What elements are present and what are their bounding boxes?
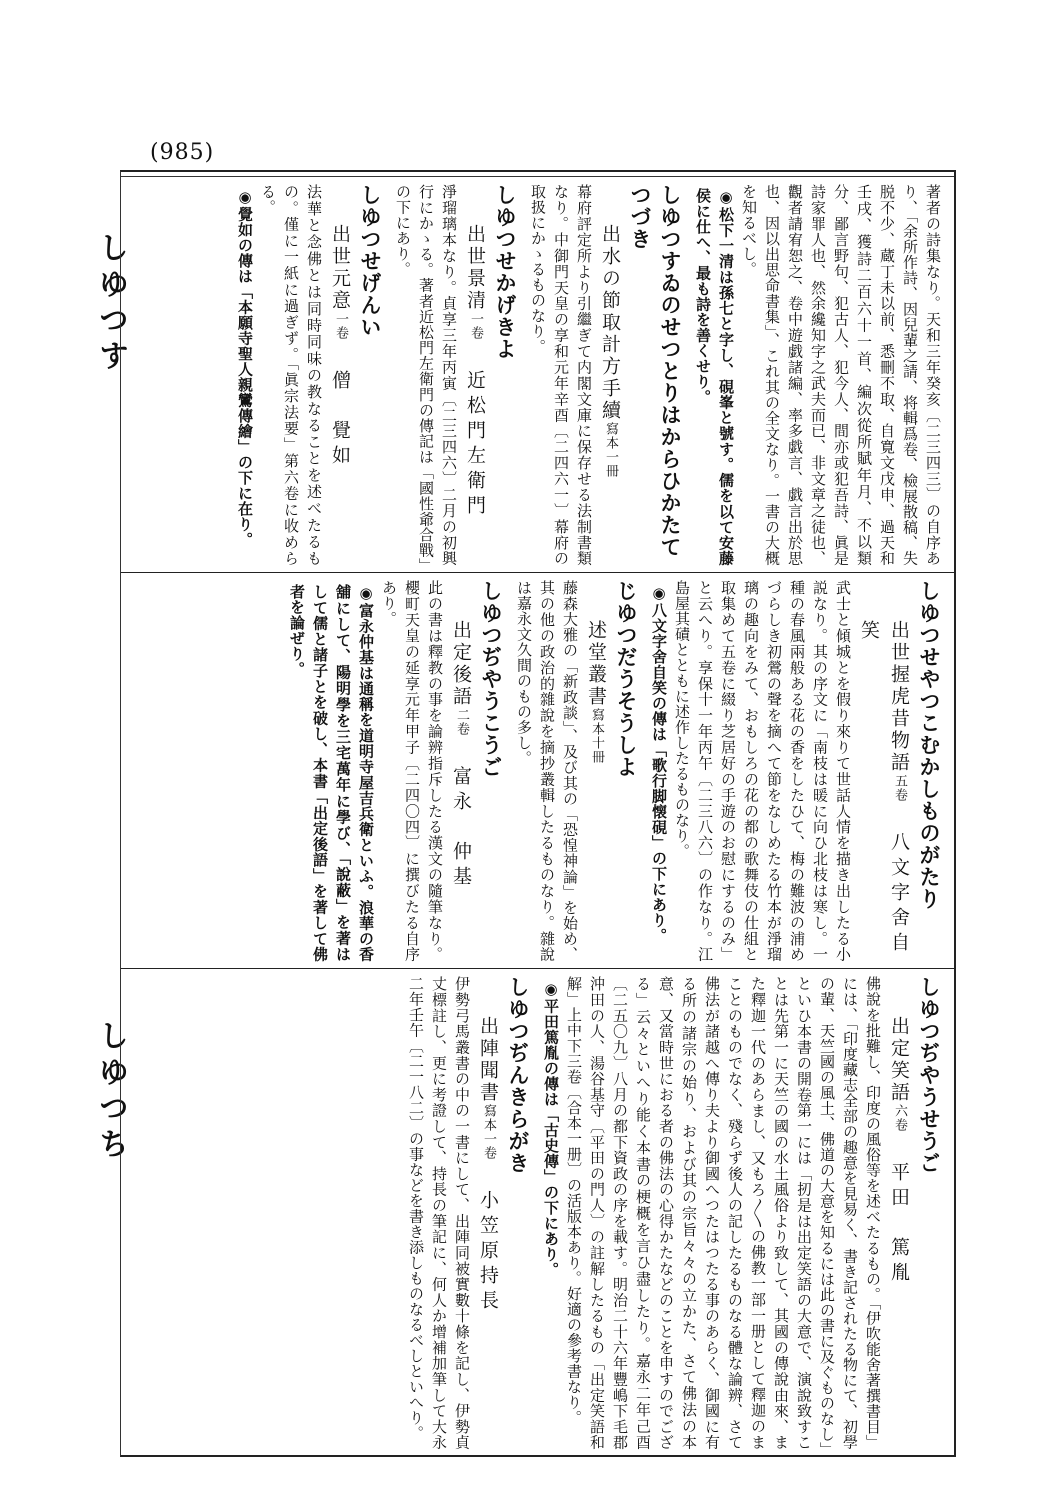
entry-title: 出世景清: [464, 224, 486, 312]
entry-shutsujo-shogo: [539, 976, 944, 1450]
entry-title: 出定後語: [450, 620, 472, 708]
entry-title: 出陣聞書: [477, 1016, 499, 1104]
running-head-top: しゆつす: [93, 232, 128, 376]
entry-title-line: [854, 580, 914, 962]
section-divider: [121, 968, 954, 969]
page-frame: [120, 170, 956, 1457]
entry-shusse-yakko: [647, 580, 944, 962]
entry-body: 著者の詩集なり。天和三年癸亥〔二三四三〕の自序あり、「余所作詩、因兒輩之請、将輯爲卷、檢展散稿、失脱不少、蔵丁未以前、悉刪不取、自寛文戊申、過天和壬戌、獲詩二百六十一首、編次從所賦年月、不以類分、鄙言野句、犯古人、犯今人、間亦或犯吾詩、眞是詩家罪人也、然余纔知字之武夫而已、非文章之徒也、觀者請宥恕之、卷中遊戯諸編、率多戯言、戯言出於思也、因以出思命書集」、これ其の全文なり。一書の大概を知るべし。: [740, 184, 942, 566]
entry-jutsudo-sosho: [512, 580, 641, 962]
entry-body: 法華と念佛とは同時同味の教なることを述べたるもの。僅に一紙に過ぎず。「眞宗法要」第六卷に收めらる。: [259, 184, 323, 566]
entry-body: 佛說を批難し、印度の風俗等を述べたるもの。「伊吹能舍著撰書目」には、「印度藏志全部の趣意を見易く、書き記されたる物にて、初學の輩、天竺國の風土、佛道の大意を知るには此の書に及ぐものなし」といひ本書の開卷第一には「扨是は出定笑語の大意で、演說致すことは先第一に天竺の國の水土風俗より致して、其國の傳說由來、また釋迦一代のあらまし、又もろ〳〵の佛教一部一册として釋迦のまことのものでなく、殘らず後人の記したるものなる體な論辨、さて佛法が諸越へ傳り夫より御國へつたはつたる事のあらく、御國に有る所の諸宗の始り、および其の宗旨々々の立かた、さて佛法の本意、又當時世におる者の佛法の心得かたなどのことを申すのでござる」云々といへり能く本書の梗概を言ひ盡したり。嘉永二年己酉〔二五〇九〕八月の都下資政の序を載す。明治二十六年豐嶋下毛郡沖田の人、湯谷基守〔平田の門人〕の註解したるもの「出定笑語和解」上中下三卷〔合本一册〕の活版本あり。好適の參考書なり。: [565, 976, 882, 1450]
entry-title: 出世元意: [329, 224, 351, 312]
entry-title-line: [884, 976, 914, 1450]
entry-headword: しゆつぢやうせうご: [917, 976, 941, 1174]
entry-body: 幕府評定所より引繼ぎて内閣文庫に保存せる法制書類なり。中御門天皇の享和元年辛酉〔二四六一〕幕府の取扱にかゝるものなり。: [529, 184, 593, 566]
entry-body: 淨瑠璃本なり。貞享三年丙寅〔二三四六〕二月の初興行にかゝる。著者近松門左衛門の傳記は「國性爺合戰」の下にあり。: [394, 184, 458, 566]
section-bottom: [129, 976, 944, 1450]
entry-headword: しゆつぢやうこうご: [479, 580, 503, 778]
entry-headword: じゆつだうそうしよ: [614, 580, 638, 778]
entry-author: 僧 覺如: [329, 370, 351, 470]
entry-body: 藤森大雅の「新政談」、及び其の「恐惶神論」を始め、其の他の政治的雜說を摘抄叢輯したるものなり。雜說は嘉永文久間のもの多し。: [515, 580, 579, 962]
entry-note: ◉平田篤胤の傳は「古史傳」の下にあり。: [542, 980, 560, 1278]
entry-shutsujin-kikigaki: [404, 976, 533, 1450]
entry-headword: しゆつぢんきらがき: [506, 976, 530, 1174]
entry-note: ◉八文字舍自笑の傳は「歌行脚懐硯」の下にあり。: [650, 584, 668, 944]
entry-body: 此の書は釋教の事を論辨指斥したる漢文の隨筆なり。櫻町天皇の延享元年甲子〔二四〇四〕に撰びたる自序あり。: [380, 580, 444, 962]
entry-note: ◉覺如の傳は「本願寺聖人親鸞傳繪」の下に在り。: [236, 188, 254, 548]
entry-author: 富永 仲基: [450, 766, 472, 891]
entry-shussui: [526, 184, 685, 566]
entry-title-line: [325, 184, 355, 566]
entry-title: 出水の節取計方手續: [599, 224, 621, 422]
entry-title: 出世握虎昔物語: [888, 620, 910, 774]
frame-rule: [121, 176, 954, 177]
entry-shusse-kagekiyo: [391, 184, 520, 566]
entry-author: 小笠原持長: [477, 1190, 499, 1315]
entry-author: 平田 篤胤: [888, 1162, 910, 1287]
entry-shusse-geni: [233, 184, 385, 566]
section-divider: [121, 572, 954, 573]
entry-body: 武士と傾城とを假り來りて世話人情を描き出したる小説なり。其の序文に「南枝は暖に向ひ北枝は寒し。一種の春風兩般ある花の香をしたひて、梅の難波の浦めづらしき初鶯の聲を摘へて節をなしめたる竹本が淨瑠璃の趣向をみて、おもしろの花の都の歌舞伎の仕組と取集めて五卷に綴り芝居好の手遊のお慰にするのみ」と云へり。享保十一年丙午〔二三八六〕の作なり。江島屋其磧とともに述作したるものなり。: [673, 580, 852, 962]
entry-title: 出定笑語: [888, 1016, 910, 1104]
entry-note: ◉富永仲基は通稱を道明寺屋吉兵衛といふ。浪華の香舖にして、陽明學を三宅萬年に學び、「說蔽」を著はして儒と諸子とを破し、本書「出定後語」を著して佛者を論ぜり。: [288, 584, 375, 962]
entry-title: 述堂叢書: [585, 620, 607, 708]
entry-volumes: 一卷: [468, 312, 483, 340]
entry-author: 八文字舍自笑: [858, 620, 910, 957]
entry-note: ◉松下一清は孫七と字し、硯峯と號す。儒を以て安藤侯に仕へ、最も詩を善くせり。: [694, 188, 735, 566]
running-head-bottom: しゆつち: [93, 1020, 128, 1164]
entry-volumes: 寫本一冊: [603, 422, 618, 478]
entry-volumes: 一卷: [333, 312, 348, 340]
entry-title-line: [473, 976, 503, 1450]
entry-headword: しゆつせかげきよ: [493, 184, 517, 360]
entry-continued: [691, 184, 944, 566]
entry-headword: しゆつせげんい: [358, 184, 382, 338]
entry-title-line: [581, 580, 611, 962]
section-top: [129, 184, 944, 566]
entry-body: 伊勢弓馬叢書の中の一書にして、出陣同被實數十條を記し、伊勢貞丈標註し、更に考證して、持長の筆記に、何人か增補加筆して大永二年壬午〔二一八二〕の事などを書き添しものなるべしといへり。: [407, 976, 471, 1450]
entry-title-line: [446, 580, 476, 962]
entry-volumes: 五卷: [892, 774, 907, 802]
section-middle: [129, 580, 944, 962]
page-number: (985): [150, 140, 215, 165]
entry-author: 近松門左衛門: [464, 370, 486, 520]
entry-volumes: 六卷: [892, 1104, 907, 1132]
entry-headword: しゆつせやつこむかしものがたり: [917, 580, 941, 910]
entry-title-line: [595, 184, 625, 566]
entry-volumes: 寫本一卷: [481, 1104, 496, 1160]
entry-headword: しゆつすゐのせつとりはからひかたてつづき: [628, 184, 682, 558]
entry-volumes: 寫本十冊: [589, 708, 604, 764]
entry-title-line: [460, 184, 490, 566]
entry-volumes: 二卷: [454, 708, 469, 736]
entry-shutsujo-kogo: [285, 580, 506, 962]
